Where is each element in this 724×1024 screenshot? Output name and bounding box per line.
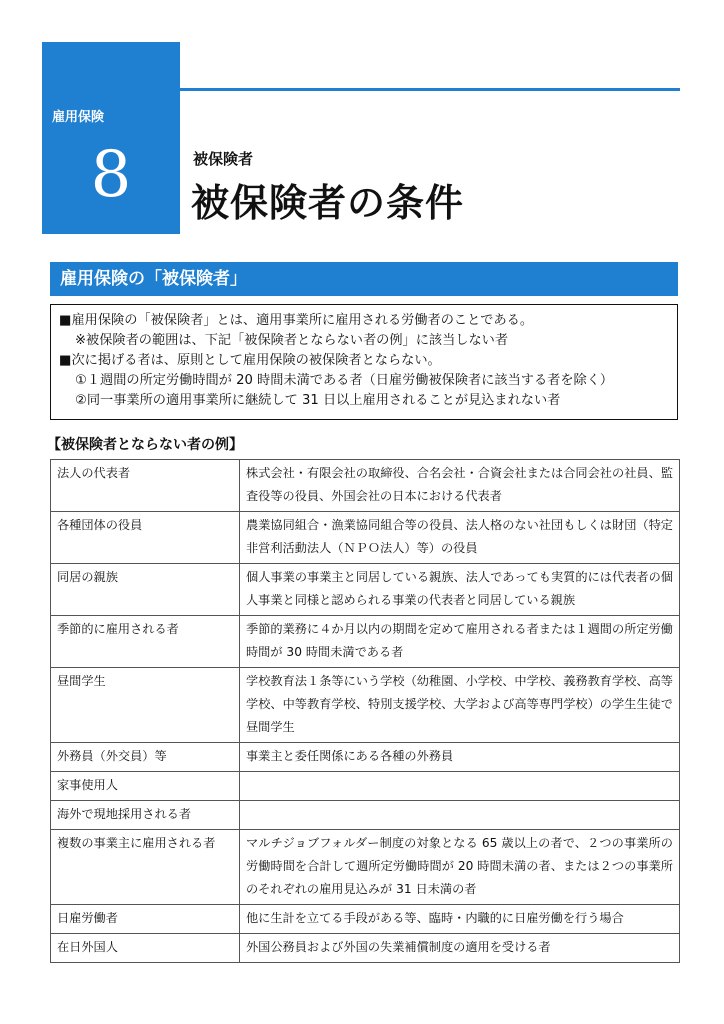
desc-cell: 農業協同組合・漁業協同組合等の役員、法人格のない社団もしくは財団（特定非営利活動法人（ＮＰＯ法人）等）の役員: [240, 512, 680, 564]
table-row: [51, 830, 680, 905]
summary-line: ①１週間の所定労働時間が 20 時間未満である者（日雇労働被保険者に該当する者を除く）: [75, 373, 614, 388]
table-row: [51, 772, 680, 801]
examples-table: [50, 459, 680, 963]
term-cell: 在日外国人: [51, 934, 240, 963]
desc-cell: [240, 801, 680, 830]
term-cell: 家事使用人: [51, 772, 240, 801]
term-cell: 法人の代表者: [51, 460, 240, 512]
desc-cell: 事業主と委任関係にある各種の外務員: [240, 743, 680, 772]
section-heading: 雇用保険の「被保険者」: [50, 262, 678, 296]
table-row: [51, 668, 680, 743]
table-row: [51, 512, 680, 564]
summary-box: [50, 304, 678, 420]
summary-line: ②同一事業所の適用事業所に継続して 31 日以上雇用されることが見込まれない者: [75, 393, 561, 408]
term-cell: 複数の事業主に雇用される者: [51, 830, 240, 905]
term-cell: 外務員（外交員）等: [51, 743, 240, 772]
summary-line: ※被保険者の範囲は、下記「被保険者とならない者の例」に該当しない者: [75, 333, 509, 348]
page-subtitle: 被保険者: [193, 150, 254, 168]
term-cell: 季節的に雇用される者: [51, 616, 240, 668]
desc-cell: 外国公務員および外国の失業補償制度の適用を受ける者: [240, 934, 680, 963]
table-row: [51, 801, 680, 830]
term-cell: 日雇労働者: [51, 905, 240, 934]
desc-cell: 学校教育法１条等にいう学校（幼稚園、小学校、中学校、義務教育学校、高等学校、中等教育学校、特別支援学校、大学および高等専門学校）の学生生徒で昼間学生: [240, 668, 680, 743]
term-cell: 各種団体の役員: [51, 512, 240, 564]
table-row: [51, 564, 680, 616]
desc-cell: 個人事業の事業主と同居している親族、法人であっても実質的には代表者の個人事業と同様と認められる事業の代表者と同居している親族: [240, 564, 680, 616]
chapter-badge: [42, 42, 180, 234]
term-cell: 海外で現地採用される者: [51, 801, 240, 830]
table-row: [51, 460, 680, 512]
chapter-number: 8: [90, 138, 132, 212]
desc-cell: マルチジョブフォルダー制度の対象となる 65 歳以上の者で、２つの事業所の労働時間を合計して週所定労働時間が 20 時間未満の者、または２つの事業所のそれぞれの雇用見込みが 31 日未満の者: [240, 830, 680, 905]
desc-cell: 季節的業務に４か月以内の期間を定めて雇用される者または１週間の所定労働時間が 30 時間未満である者: [240, 616, 680, 668]
term-cell: 同居の親族: [51, 564, 240, 616]
desc-cell: 他に生計を立てる手段がある等、臨時・内職的に日雇労働を行う場合: [240, 905, 680, 934]
page-title: 被保険者の条件: [191, 181, 465, 225]
table-row: [51, 743, 680, 772]
header-rule: [180, 88, 680, 91]
table-row: [51, 616, 680, 668]
table-row: [51, 934, 680, 963]
examples-heading: 【被保険者とならない者の例】: [47, 437, 243, 453]
chapter-label: 雇用保険: [52, 110, 105, 125]
summary-line: ■次に掲げる者は、原則として雇用保険の被保険者とならない。: [59, 353, 441, 368]
desc-cell: 株式会社・有限会社の取締役、合名会社・合資会社または合同会社の社員、監査役等の役員、外国会社の日本における代表者: [240, 460, 680, 512]
desc-cell: [240, 772, 680, 801]
table-row: [51, 905, 680, 934]
summary-line: ■雇用保険の「被保険者」とは、適用事業所に雇用される労働者のことである。: [59, 313, 534, 328]
term-cell: 昼間学生: [51, 668, 240, 743]
